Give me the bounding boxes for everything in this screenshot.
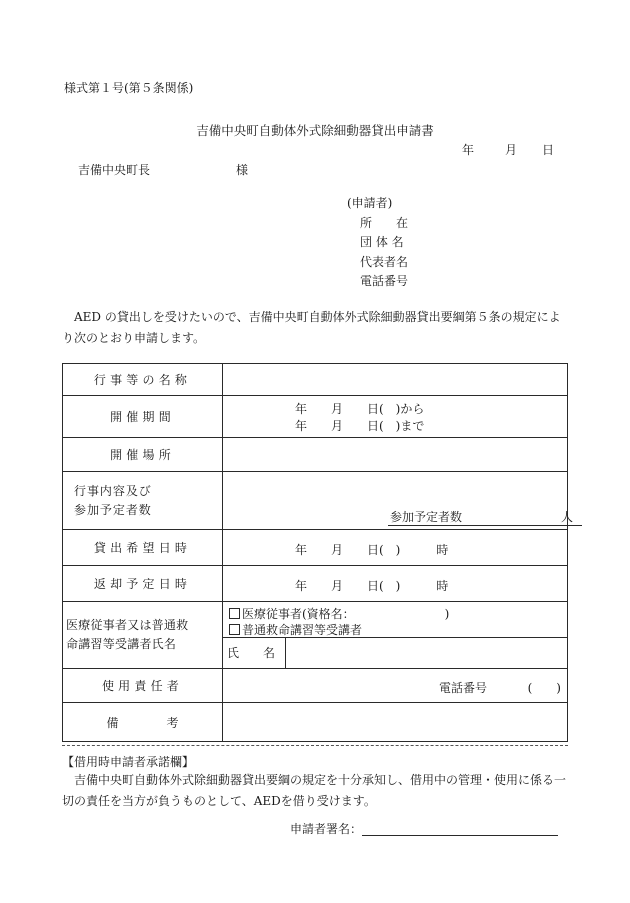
document-title: 吉備中央町自動体外式除細動器貸出申請書 <box>196 123 434 138</box>
consent-heading: 【借用時申請者承諾欄】 <box>62 755 195 769</box>
responsible-person-label: 使用責任者 <box>63 669 223 703</box>
loan-datetime-value: 年 月 日( ) 時 <box>295 543 449 557</box>
remarks-field[interactable] <box>223 703 568 742</box>
applicant-organization-label: 団 体 名 <box>360 235 404 249</box>
applicant-heading: (申請者) <box>347 196 393 210</box>
participants-count <box>388 508 582 526</box>
venue-field[interactable] <box>223 438 568 472</box>
participants-label: 参加予定者数 <box>390 510 463 524</box>
addressee-name: 吉備中央町長 <box>78 163 151 177</box>
remarks-label: 備 考 <box>63 703 223 742</box>
qualified-label-line1: 医療従事者又は普通救 <box>66 618 189 632</box>
period-from: 年 月 日( )から <box>295 402 425 416</box>
return-datetime-label: 返却予定日時 <box>63 566 223 602</box>
qualified-person-label <box>63 602 223 669</box>
event-name-field[interactable] <box>223 364 568 396</box>
qualified-label-line2: 命講習等受講者氏名 <box>66 637 177 651</box>
period-to: 年 月 日( )まで <box>295 419 425 433</box>
qualified-person-field <box>223 602 568 669</box>
application-form-table <box>62 363 573 742</box>
applicant-address-label: 所 在 <box>360 215 409 230</box>
name-label: 氏 名 <box>223 638 286 668</box>
return-datetime-value: 年 月 日( ) 時 <box>295 579 449 593</box>
option-medical-label: 医療従事者(資格名： ) <box>242 607 450 621</box>
consent-body: 吉備中央町自動体外式除細動器貸出要綱の規定を十分承知し、借用中の管理・使用に係る一切の責任を当方が負うものとして、AEDを借り受けます。 <box>62 773 567 808</box>
option-medical[interactable] <box>229 605 449 622</box>
signature-label: 申請者署名： <box>290 822 363 836</box>
name-row <box>223 637 567 668</box>
applicant-phone-label: 電話番号 <box>360 274 409 288</box>
period-field[interactable] <box>223 396 568 438</box>
form-number: 様式第１号(第５条関係) <box>64 81 194 95</box>
date-month: 月 <box>505 143 518 157</box>
loan-datetime-label: 貸出希望日時 <box>63 530 223 566</box>
period-label: 開催期間 <box>63 396 223 438</box>
intro-text: AED の貸出しを受けたいので、吉備中央町自動体外式除細動器貸出要綱第５条の規定により次のとおり申請します。 <box>62 310 561 345</box>
applicant-representative-label: 代表者名 <box>360 254 409 269</box>
option-course[interactable] <box>229 621 362 638</box>
signature-field[interactable] <box>362 821 558 836</box>
event-name-label: 行事等の名称 <box>63 364 223 396</box>
return-datetime-field[interactable] <box>223 566 568 602</box>
venue-label: 開催場所 <box>63 438 223 472</box>
signature-row <box>290 820 558 837</box>
addressee-honorific: 様 <box>236 163 249 177</box>
content-label <box>63 472 223 530</box>
content-field[interactable] <box>223 472 573 530</box>
consent-divider <box>62 745 568 746</box>
date-year: 年 <box>462 143 475 157</box>
loan-datetime-field[interactable] <box>223 530 568 566</box>
date-day: 日 <box>542 143 555 157</box>
phone-paren: ( ) <box>527 681 561 695</box>
responsible-person-field[interactable] <box>223 669 568 703</box>
content-label-line2: 参加予定者数 <box>74 502 152 517</box>
medical-checkbox-icon[interactable] <box>229 608 240 619</box>
phone-label: 電話番号 <box>438 681 487 695</box>
content-label-line1: 行事内容及び <box>74 483 152 498</box>
addressee <box>78 161 249 178</box>
option-course-label: 普通救命講習等受講者 <box>242 623 363 637</box>
applicant-block <box>347 194 408 292</box>
course-checkbox-icon[interactable] <box>229 624 240 635</box>
participants-unit: 人 <box>552 508 582 526</box>
